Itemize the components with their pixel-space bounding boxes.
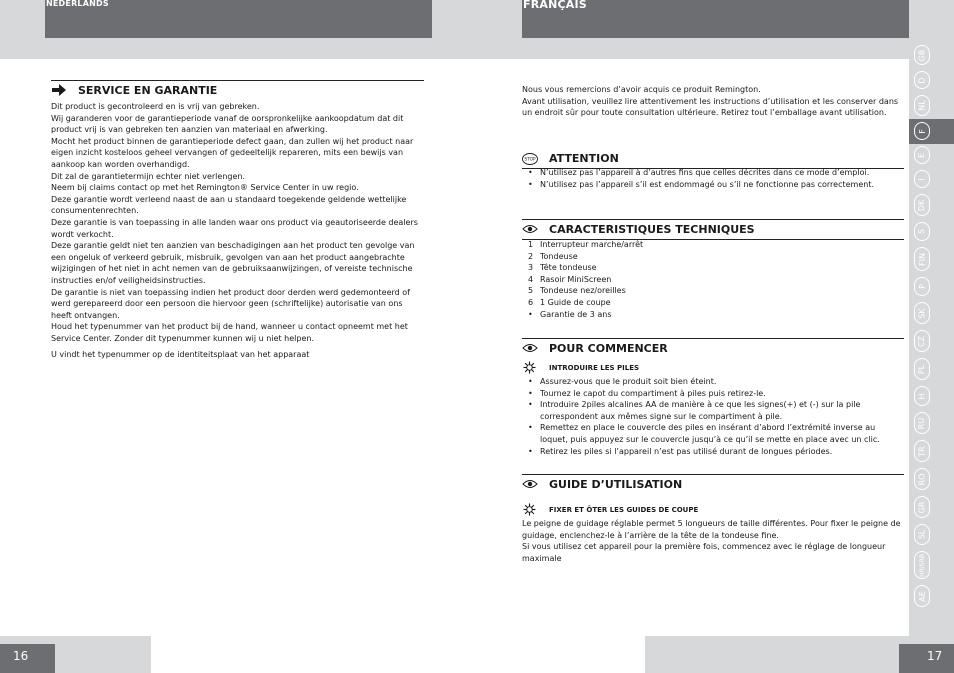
language-code: RU [917,417,927,429]
paragraph: Deze garantie is van toepassing in alle landen waar ons product via geautoriseerde dealers wordt verkocht. [51,217,418,239]
list-item: • Assurez-vous que le produit soit bien éteint. [528,377,717,386]
language-tab-p[interactable] [914,277,930,296]
language-tab-cz[interactable] [914,330,930,352]
list-item: 2 Tondeuse [528,251,578,261]
language-code: PL [917,364,927,374]
language-tab-f[interactable] [914,122,930,140]
language-tab-ro[interactable] [914,468,930,490]
section-header-start [522,338,904,358]
header-right [522,0,909,38]
start-list [522,376,904,457]
paragraph: Avant utilisation, veuillez lire attentivement les instructions d’utilisation et les conserver dans un endroit sûr pour toute consultation ultérieure. Retirez tout l’emballage avant utilisation. [522,96,899,118]
list-item: 5 Tondeuse nez/oreilles [528,286,626,296]
language-code: S [917,228,927,235]
language-code: HR/SRB [918,553,926,577]
specs-list [522,239,904,320]
paragraph: Neem bij claims contact op met het Remington® Service Center in uw regio. [51,183,359,193]
language-tab-ru[interactable] [914,412,930,434]
language-tab-nl[interactable] [914,95,930,116]
paragraph: Deze garantie wordt verleend naast de aan u standaard toegekende geldende wettelijke consumentenrechten. [51,194,407,216]
guide-text [522,518,902,564]
section-title: GUIDE D’UTILISATION [549,478,683,491]
section-header-attention [522,149,904,169]
language-tab-gr[interactable] [914,496,930,518]
list-item: • Tournez le capot du compartiment à piles puis retirez-le. [528,388,766,398]
eye-icon [522,222,538,236]
stop-icon [522,152,538,166]
language-tabs [909,38,954,636]
language-tab-hr-srb[interactable] [914,551,930,579]
eye-icon [522,477,538,491]
service-text [51,101,424,344]
language-tab-sl[interactable] [914,524,930,545]
paragraph: Houd het typenummer van het product bij de hand, wanneer u contact opneemt met het Service Center. Zonder dit typenummer kunnen wij u niet helpen. [51,322,408,343]
intro-text [522,84,902,119]
language-tab-s[interactable] [914,222,930,241]
list-item: 1 Interrupteur marche/arrêt [528,240,644,249]
arrow-right-icon [51,83,67,97]
page-number-left: 16 [0,644,55,673]
list-item: 3 Tête tondeuse [528,263,597,273]
header-left-title: NEDERLANDS [46,0,109,8]
list-item: • Garantie de 3 ans [528,309,612,319]
language-tab-sk[interactable] [914,302,930,324]
section-title: ATTENTION [549,152,619,165]
list-item: 4 Rasoir MiniScreen [528,274,612,284]
list-item: • Retirez les piles si l’appareil n’est pas utilisé durant de longues périodes. [528,446,833,456]
paragraph: Dit zal de garantietermijn echter niet verlengen. [51,171,246,181]
language-code: D [917,76,927,84]
header-left [45,0,432,38]
language-tab-ae[interactable] [914,585,930,607]
language-code: RO [917,473,927,485]
language-code: NL [917,100,927,111]
page-number-right: 17 [899,644,954,673]
language-tab-pl[interactable] [914,358,930,380]
paragraph: Le peigne de guidage réglable permet 5 longueurs de taille différentes. Pour fixer le peigne de guidage, enclenchez-le à l’arrière de la tête de la tondeuse fine. [522,519,901,540]
language-tab-h[interactable] [914,386,930,406]
paragraph: Deze garantie geldt niet ten aanzien van beschadigingen aan het product ten gevolge van een ongeluk of verkeerd gebruik, misbruik, gevolgen van aan het product aangebrachte wijzigingen of het niet in acht nemen van de gebruiksaanwijzingen, of vereiste technische instructies en/of veiligheidsinstructies. [51,241,415,285]
section-header-specs [522,219,904,239]
language-tab-gb[interactable] [914,45,930,65]
language-code: GR [917,501,927,513]
language-tab-tr[interactable] [914,440,930,462]
language-code: DK [917,199,927,211]
language-code: AE [917,590,927,602]
attention-list [522,167,904,190]
language-code: TR [917,445,927,457]
list-item: • Introduire 2piles alcalines AA de manière à ce que les signes(+) et (-) sur la pile correspondent aux mêmes signe sur le compartiment à pile. [528,400,861,421]
paragraph: De garantie is niet van toepassing indien het product door derden werd gedemonteerd of werd gerepareerd door een persoon die hiervoor geen (schriftelijke) autorisatie van ons heeft ontvangen. [51,287,410,320]
language-code: SK [917,307,927,319]
language-tab-i[interactable] [914,170,930,188]
language-code: F [917,128,927,134]
language-tab-d[interactable] [914,71,930,89]
gear-icon [523,503,536,516]
language-code: I [917,177,927,181]
section-header-guide [522,474,904,494]
language-code: E [917,152,927,158]
language-code: CZ [917,335,927,347]
gear-icon [523,361,536,374]
subsection-title: FIXER ET ÔTER LES GUIDES DE COUPE [549,506,699,514]
header-right-title: FRANÇAIS [523,0,587,11]
list-item: • N’utilisez pas l’appareil s’il est endommagé ou s’il ne fonctionne pas correctement. [528,179,875,189]
section-title: CARACTERISTIQUES TECHNIQUES [549,223,755,236]
footnote: U vindt het typenummer op de identiteitsplaat van het apparaat [51,350,310,359]
paragraph: Si vous utilisez cet appareil pour la première fois, commencez avec le réglage de longueur maximale [522,542,886,563]
section-title: SERVICE EN GARANTIE [78,84,218,97]
section-header-service [51,80,424,100]
eye-icon [522,341,538,355]
language-code: GB [917,49,927,61]
paragraph: Mocht het product binnen de garantieperiode defect gaan, dan zullen wij het product naar eigen inzicht kosteloos geheel vervangen of gedeeltelijk repareren, mits een bewijs van aankoop kan worden overhandigd. [51,136,414,169]
language-tab-e[interactable] [914,146,930,164]
paragraph: Wij garanderen voor de garantieperiode vanaf de oorspronkelijke aankoopdatum dat dit product vrij is van gebreken ten aanzien van materiaal en afwerking. [51,113,404,135]
subsection-title: INTRODUIRE LES PILES [549,364,640,372]
language-code: H [917,392,927,400]
paragraph: Dit product is gecontroleerd en is vrij van gebreken. [51,102,260,111]
language-code: SL [917,529,927,540]
list-item: • N’utilisez pas l’appareil à d’autres fins que celles décrites dans ce mode d’emploi. [528,168,870,177]
section-title: POUR COMMENCER [549,342,668,355]
list-item: • Remettez en place le couvercle des piles en insérant d’abord l’extrémité inverse au loquet, puis appuyez sur le couvercle jusqu’à ce qu’il se mette en place avec un clic. [528,423,880,444]
language-code: FIN [917,252,927,266]
language-code: P [917,284,927,289]
list-item: 6 1 Guide de coupe [528,297,611,307]
language-sidebar [909,38,954,636]
language-tab-dk[interactable] [914,194,930,216]
paragraph: Nous vous remercions d’avoir acquis ce produit Remington. [522,85,761,94]
stop-label: STOP [524,157,536,163]
language-tab-fin[interactable] [914,247,930,271]
